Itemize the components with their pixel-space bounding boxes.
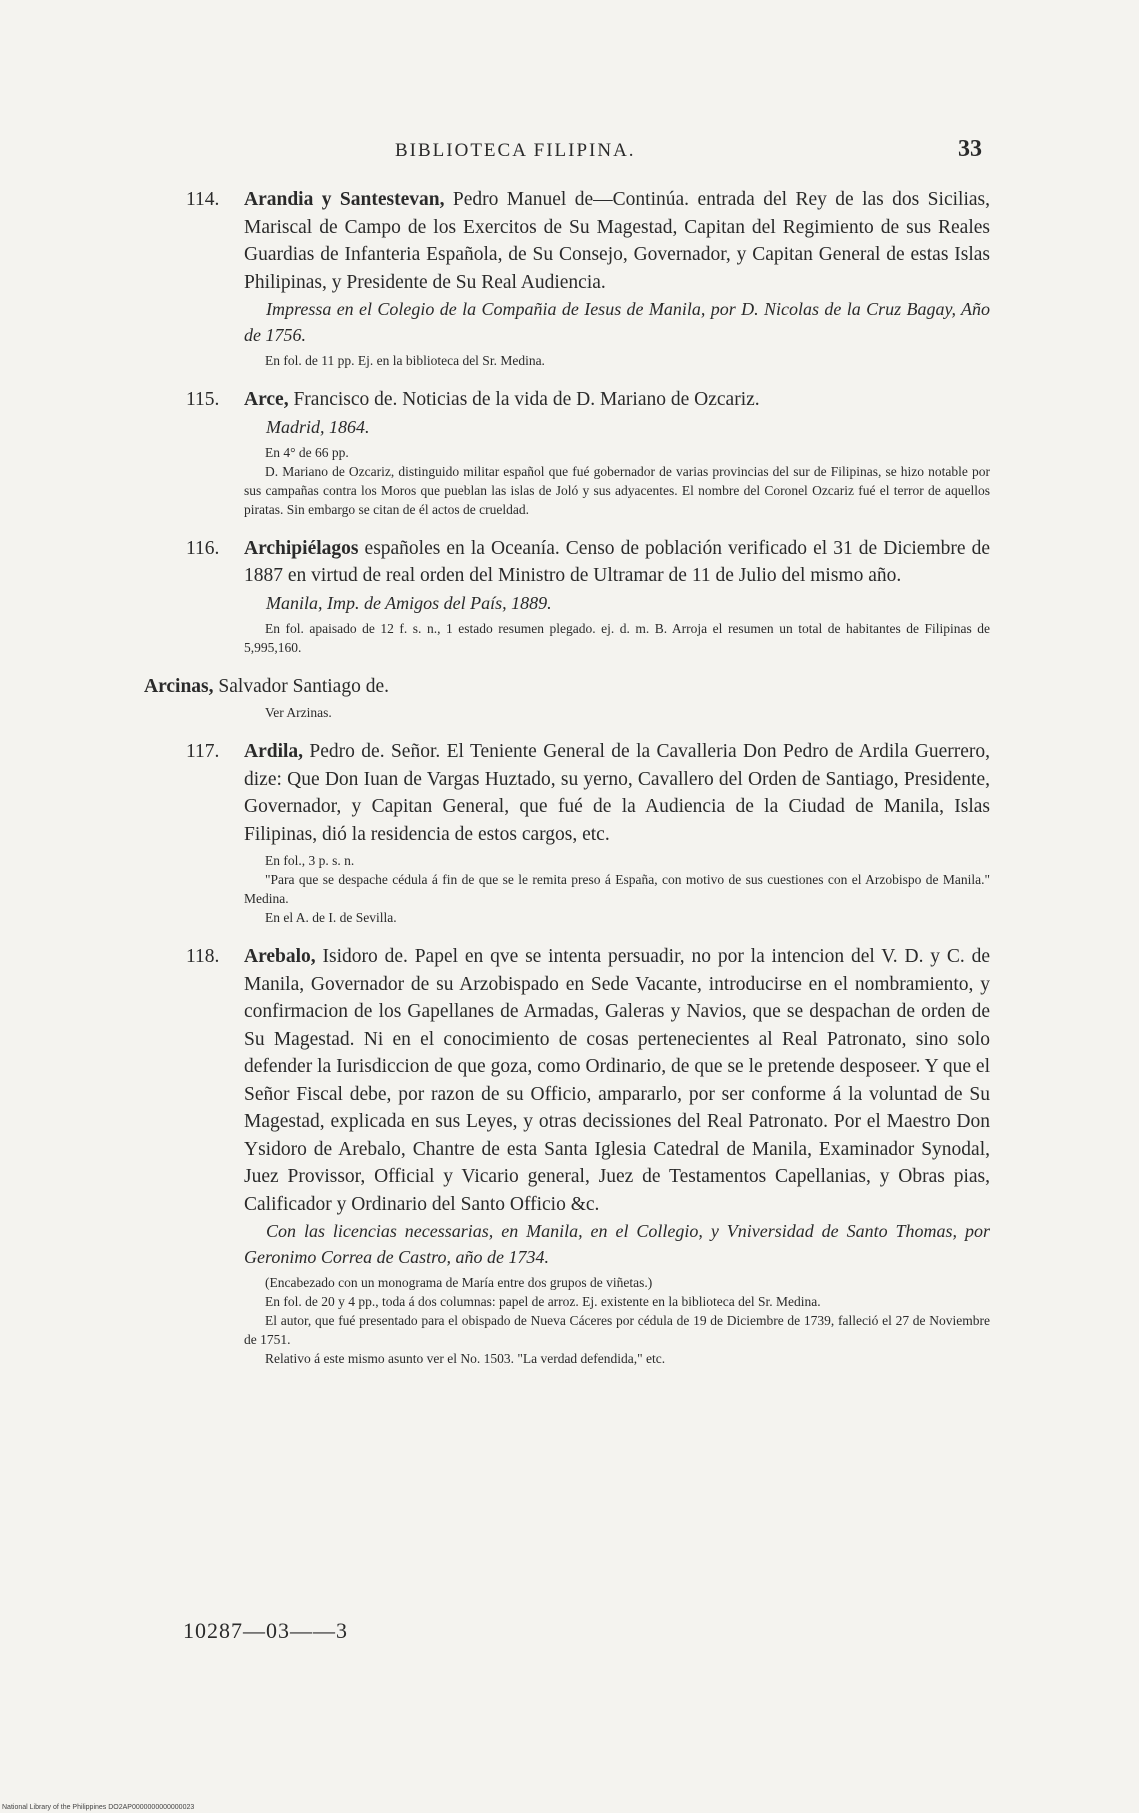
entry-number: 117.	[186, 741, 220, 762]
entry-imprint: Madrid, 1864.	[266, 416, 370, 437]
entry-note: En el A. de I. de Sevilla.	[265, 910, 397, 925]
entry-text: Pedro de. Señor. El Teniente General de la Cavalleria Don Pedro de Ardila Guerrero, dize: Que Don Iuan de Vargas Huztado, su yerno, Cavallero del Orden de Santiago, Presidente, Governador, y Capitan General, que fué de la Audiencia de la Ciudad de Manila, Islas Filipinas, dió la residencia de estos cargos, etc.	[244, 741, 990, 845]
entry-text: Francisco de. Noticias de la vida de D. Mariano de Ozcariz.	[288, 389, 760, 410]
entry-text: españoles en la Oceanía. Censo de población verificado el 31 de Diciembre de 1887 en virtud de real orden del Ministro de Ultramar de 11 de Julio del mismo año.	[244, 537, 990, 586]
entry-text: Salvador Santiago de.	[213, 675, 389, 697]
entry-arcinas	[100, 673, 990, 723]
entry-115	[100, 386, 990, 519]
entry-note: Relativo á este mismo asunto ver el No. 1503. "La verdad defendida," etc.	[265, 1351, 666, 1366]
entry-imprint: Manila, Imp. de Amigos del País, 1889.	[266, 592, 552, 613]
entry-note: En fol. apaisado de 12 f. s. n., 1 estado resumen plegado. ej. d. m. B. Arroja el resumen un total de habitantes de Filipinas de 5,995,160.	[244, 620, 990, 655]
entry-imprint: Impressa en el Colegio de la Compañia de Iesus de Manila, por D. Nicolas de la Cruz Bagay, Año de 1756.	[244, 299, 990, 345]
entry-note: "Para que se despache cédula á fin de que se le remita preso á España, con motivo de sus cuestiones con el Arzobispo de Manila." Medina.	[244, 872, 990, 906]
entry-heading: Arce,	[244, 389, 289, 410]
entry-number: 118.	[186, 946, 220, 967]
entry-note: En fol. de 20 y 4 pp., toda á dos columnas: papel de arroz. Ej. existente en la biblioteca del Sr. Medina.	[265, 1294, 821, 1309]
entry-heading: Archipiélagos	[244, 537, 359, 559]
entry-text: Pedro Manuel de—Continúa. entrada del Rey de las dos Sicilias, Mariscal de Campo de los Exercitos de Su Magestad, Capitan del Regimiento de sus Reales Guardias de Infanteria Española, de Su Consejo, Governador, y Capitan General de estas Islas Philipinas, y Presidente de Su Real Audiencia.	[244, 189, 990, 293]
bibliography-entries	[100, 186, 990, 1384]
entry-117	[100, 738, 990, 927]
entry-note: Ver Arzinas.	[265, 705, 332, 720]
entry-note: En 4° de 66 pp.	[265, 444, 349, 460]
entry-note: (Encabezado con un monograma de María entre dos grupos de viñetas.)	[265, 1275, 653, 1290]
entry-116	[100, 535, 990, 657]
entry-heading: Ardila,	[244, 741, 304, 762]
entry-note: En fol., 3 p. s. n.	[265, 853, 355, 868]
entry-heading: Arebalo,	[244, 946, 316, 967]
signature-mark: 10287—03——3	[183, 1618, 348, 1643]
entry-number: 115.	[186, 389, 220, 410]
entry-text: Isidoro de. Papel en qve se intenta persuadir, no por la intencion del V. D. y C. de Manila, Governador de su Arzobispado en Sede Vacante, introducirse en el nombramiento, y confirmacion de los Gapellanes de Armadas, Galeras y Navios, que se despachan de orden de Su Magestad. Ni en el conocimiento de cosas pertenecientes al Real Patronato, sino solo defender la Iurisdiccion de que goza, como Ordinario, de que se le pretende desposeer. Y que el Señor Fiscal debe, por razon de su Officio, ampararlo, por ser conforme á la voluntad de Su Magestad, explicada en sus Leyes, y otras decissiones del Real Patronato. Por el Maestro Don Ysidoro de Arebalo, Chantre de esta Santa Iglesia Catedral de Manila, Examinador Synodal, Juez Provissor, Official y Vicario general, Juez de Testamentos Capellanias, y Obras pias, Calificador y Ordinario del Santo Officio &c.	[244, 946, 990, 1215]
entry-note: El autor, que fué presentado para el obispado de Nueva Cáceres por cédula de 19 de Diciembre de 1739, falleció el 27 de Noviembre de 1751.	[244, 1313, 990, 1347]
entry-114	[100, 186, 990, 370]
entry-118	[100, 943, 990, 1368]
running-header: BIBLIOTECA FILIPINA.	[395, 140, 636, 161]
entry-imprint: Con las licencias necessarias, en Manila, en el Collegio, y Vniversidad de Santo Thomas, por Geronimo Correa de Castro, año de 1734.	[244, 1221, 990, 1267]
entry-number: 116.	[186, 537, 220, 559]
entry-note: En fol. de 11 pp. Ej. en la biblioteca del Sr. Medina.	[265, 353, 545, 368]
entry-heading: Arcinas,	[144, 675, 214, 697]
page-number: 33	[958, 136, 982, 162]
entry-heading: Arandia y Santestevan,	[244, 189, 445, 210]
entry-note: D. Mariano de Ozcariz, distinguido militar español que fué gobernador de varias provincias del sur de Filipinas, se hizo notable por sus campañas contra los Moros que pueblan las islas de Joló y sus adyacentes. El nombre del Coronel Ozcariz fué el terror de aquellos piratas. Sin embargo se citan de él actos de crueldad.	[244, 463, 990, 517]
scan-footer: National Library of the Philippines DO2AP0000000000000023	[2, 1804, 195, 1811]
entry-number: 114.	[186, 189, 220, 210]
